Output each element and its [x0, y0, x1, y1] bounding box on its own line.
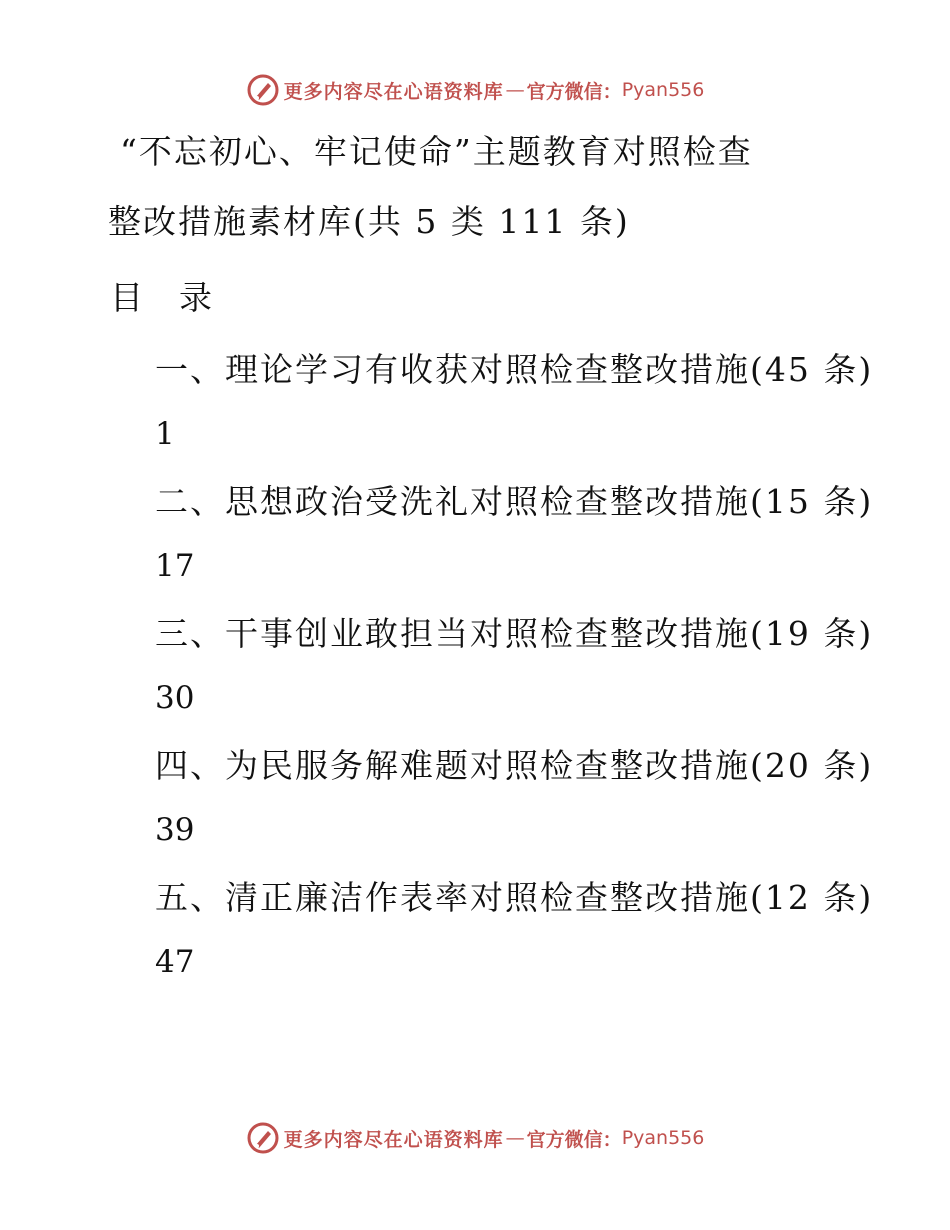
- toc-item-page-number: 47: [155, 944, 195, 980]
- document-title-line-1: “不忘初心、牢记使命”主题教育对照检查: [120, 132, 753, 171]
- toc-item[interactable]: [155, 348, 874, 456]
- toc-item-text: 五、清正廉洁作表率对照检查整改措施(12 条): [155, 878, 874, 917]
- watermark-account: Pyan556: [621, 79, 705, 101]
- watermark-header: [0, 70, 950, 110]
- watermark-separator: —: [505, 79, 525, 101]
- watermark-brand: 更多内容尽在心语资料库: [283, 80, 504, 103]
- watermark-footer: [0, 1118, 950, 1158]
- toc-item-page-number: 17: [155, 548, 195, 584]
- toc-item-text: 一、理论学习有收获对照检查整改措施(45 条): [155, 350, 874, 389]
- watermark-label: 官方微信：: [526, 80, 622, 103]
- toc-item[interactable]: [155, 612, 874, 720]
- toc-item[interactable]: [155, 876, 874, 984]
- watermark-account: Pyan556: [621, 1127, 705, 1149]
- toc-item[interactable]: [155, 744, 874, 852]
- toc-item-page-number: 1: [155, 416, 175, 452]
- watermark-separator: —: [505, 1127, 525, 1149]
- toc-heading: [110, 272, 212, 319]
- toc-item-page-number: 30: [155, 680, 195, 716]
- watermark-brand: 更多内容尽在心语资料库: [283, 1128, 504, 1151]
- pen-logo-icon: [246, 73, 280, 107]
- toc-item[interactable]: [155, 480, 874, 588]
- toc-item-text: 二、思想政治受洗礼对照检查整改措施(15 条): [155, 482, 874, 521]
- watermark-label: 官方微信：: [526, 1128, 622, 1151]
- toc-item-page-number: 39: [155, 812, 195, 848]
- pen-logo-icon: [246, 1121, 280, 1155]
- toc-item-text: 四、为民服务解难题对照检查整改措施(20 条): [155, 746, 874, 785]
- toc-heading-char-1: 目: [110, 278, 143, 317]
- toc-item-text: 三、干事创业敢担当对照检查整改措施(19 条): [155, 614, 874, 653]
- toc-heading-char-2: 录: [179, 278, 212, 317]
- document-title-line-2: 整改措施素材库(共 5 类 111 条): [108, 202, 630, 241]
